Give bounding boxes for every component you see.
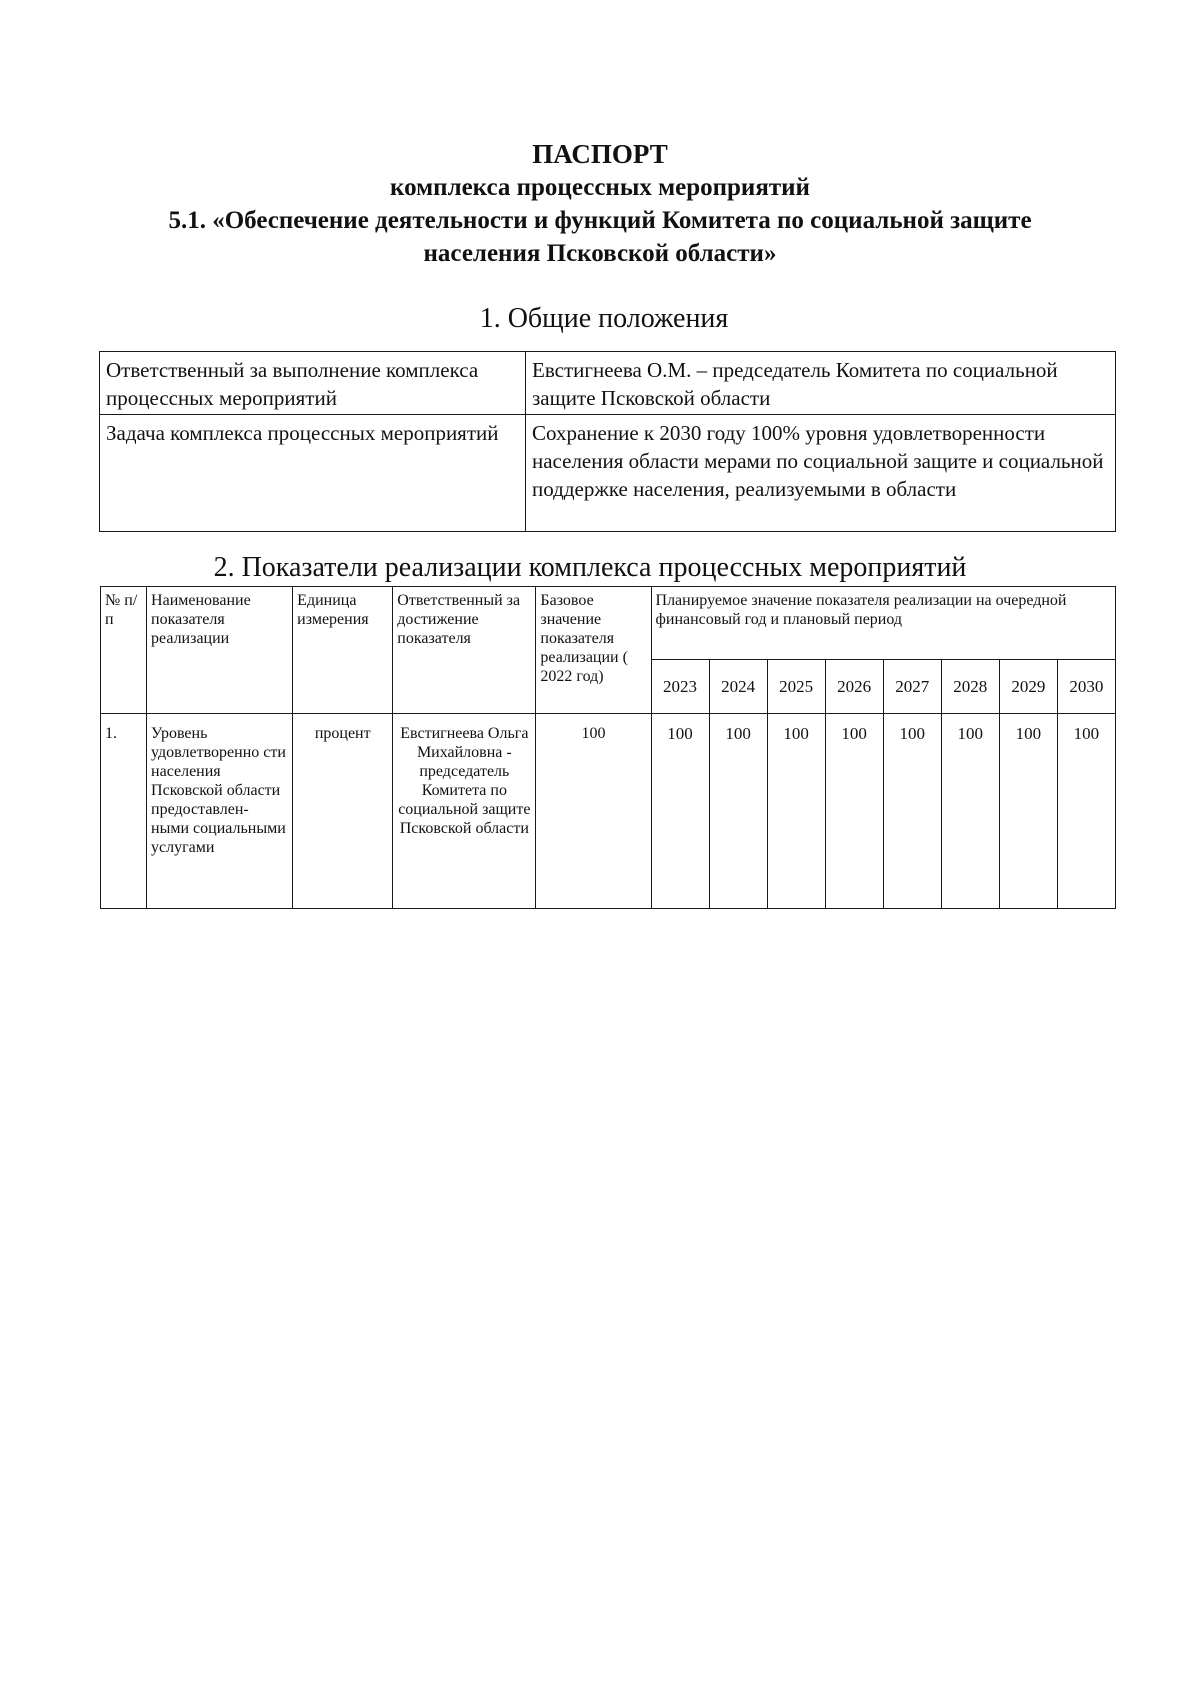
row-value-2030: 100 [1057,714,1115,909]
row-num: 1. [101,714,147,909]
row-value-2025: 100 [767,714,825,909]
col-header-unit: Единица измерения [293,587,393,714]
document-header [0,138,1200,270]
row-unit: процент [293,714,393,909]
table-row [100,415,1116,532]
row-value-2026: 100 [825,714,883,909]
col-header-num: № п/п [101,587,147,714]
responsible-label: Ответственный за выполнение комплекса процессных мероприятий [100,352,526,415]
col-header-planned: Планируемое значение показателя реализации на очередной финансовый год и плановый период [651,587,1115,660]
table-row [100,352,1116,415]
document-title: ПАСПОРТ [532,139,668,169]
row-value-2028: 100 [941,714,999,909]
col-header-base: Базовое значение показателя реализации ( 2022 год) [536,587,651,714]
row-indicator-name: Уровень удовлетворенно сти населения Псковской области предоставлен- ными социальными услугами [147,714,293,909]
row-value-2029: 100 [999,714,1057,909]
col-header-name: Наименование показателя реализации [147,587,293,714]
row-value-2024: 100 [709,714,767,909]
year-header: 2026 [825,660,883,714]
task-label: Задача комплекса процессных мероприятий [100,415,526,532]
task-value: Сохранение к 2030 году 100% уровня удовлетворенности населения области мерами по социальной защите и социальной поддержке населения, реализуемыми в области [526,415,1116,532]
col-header-responsible: Ответственный за достижение показателя [393,587,536,714]
header-row [101,587,1116,660]
row-base-value: 100 [536,714,651,909]
row-value-2027: 100 [883,714,941,909]
section-general-title: 1. Общие положения [479,303,729,334]
complex-name-line-1: 5.1. «Обеспечение деятельности и функций Комитета по социальной защите [168,207,1032,234]
row-value-2023: 100 [651,714,709,909]
year-header: 2023 [651,660,709,714]
responsible-value: Евстигнеева О.М. – председатель Комитета по социальной защите Псковской области [526,352,1116,415]
year-header: 2029 [999,660,1057,714]
year-header: 2024 [709,660,767,714]
indicators-table [100,586,1116,909]
table-row [101,714,1116,909]
row-responsible: Евстигнеева Ольга Михайловна - председатель Комитета по социальной защите Псковской области [393,714,536,909]
complex-name-line-2: населения Псковской области» [423,240,777,267]
document-subtitle: комплекса процессных мероприятий [390,174,810,201]
section-indicators-title: 2. Показатели реализации комплекса процессных мероприятий [213,552,967,583]
year-header: 2027 [883,660,941,714]
year-header: 2025 [767,660,825,714]
year-header: 2028 [941,660,999,714]
year-header: 2030 [1057,660,1115,714]
general-provisions-table [99,351,1116,532]
